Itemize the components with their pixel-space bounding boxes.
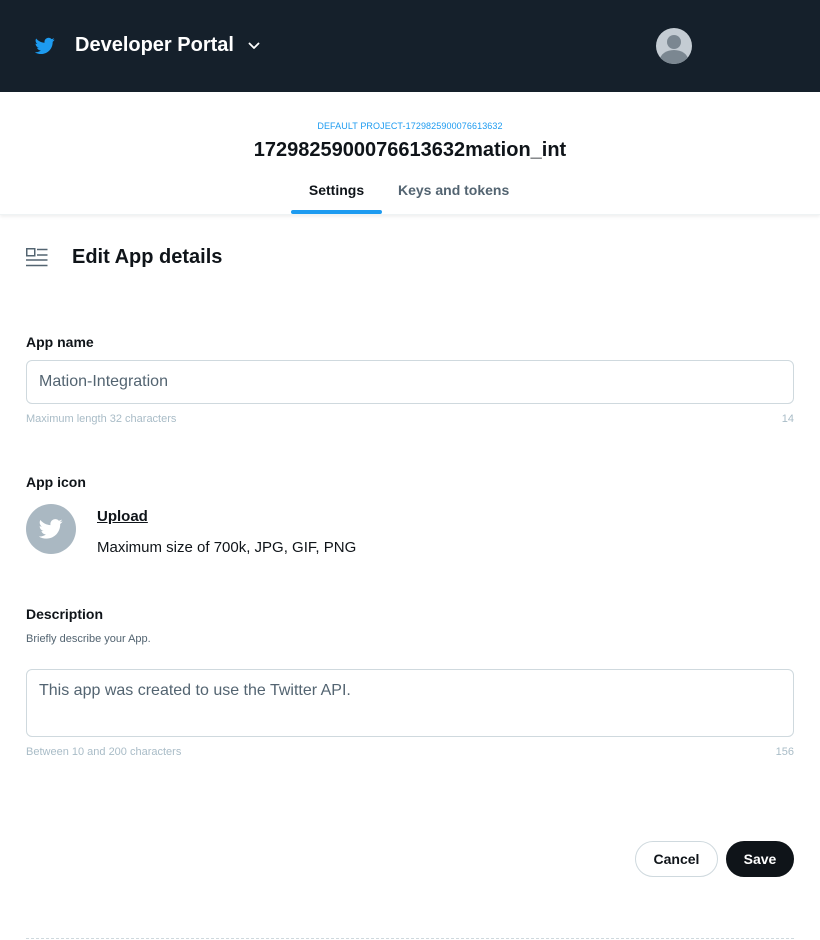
section-title: Edit App details [72, 246, 223, 268]
app-title: 1729825900076613632mation_int [253, 139, 567, 161]
top-navigation-bar [0, 0, 820, 92]
description-subhint: Briefly describe your App. [26, 633, 151, 645]
app-name-label: App name [26, 334, 94, 350]
twitter-bird-icon[interactable] [35, 36, 55, 56]
upload-hint: Maximum size of 700k, JPG, GIF, PNG [97, 539, 357, 556]
avatar-head [667, 35, 681, 49]
cancel-button[interactable]: Cancel [635, 841, 718, 877]
tab-keys-and-tokens[interactable]: Keys and tokens [398, 182, 510, 198]
description-char-count: 156 [775, 746, 794, 758]
tab-settings[interactable]: Settings [291, 178, 382, 210]
brand-title[interactable]: Developer Portal [75, 34, 234, 56]
divider [26, 938, 794, 939]
description-label: Description [26, 606, 104, 622]
project-label[interactable]: DEFAULT PROJECT-1729825900076613632 [317, 121, 503, 131]
app-icon-preview [26, 504, 76, 554]
upload-link[interactable]: Upload [97, 508, 148, 525]
app-name-char-count: 14 [781, 413, 794, 425]
project-header [0, 92, 820, 215]
tab-bar [291, 178, 525, 214]
description-textarea[interactable]: This app was created to use the Twitter API. [26, 669, 794, 737]
description-hint: Between 10 and 200 characters [26, 746, 182, 758]
app-name-input[interactable]: Mation-Integration [26, 360, 794, 404]
avatar-shoulders [660, 50, 688, 64]
app-icon-label: App icon [26, 474, 86, 490]
user-avatar-icon[interactable] [656, 28, 692, 64]
app-name-hint: Maximum length 32 characters [26, 413, 177, 425]
document-list-icon [26, 248, 48, 268]
chevron-down-icon[interactable] [246, 38, 262, 54]
save-button[interactable]: Save [726, 841, 794, 877]
twitter-bird-icon [39, 518, 63, 540]
